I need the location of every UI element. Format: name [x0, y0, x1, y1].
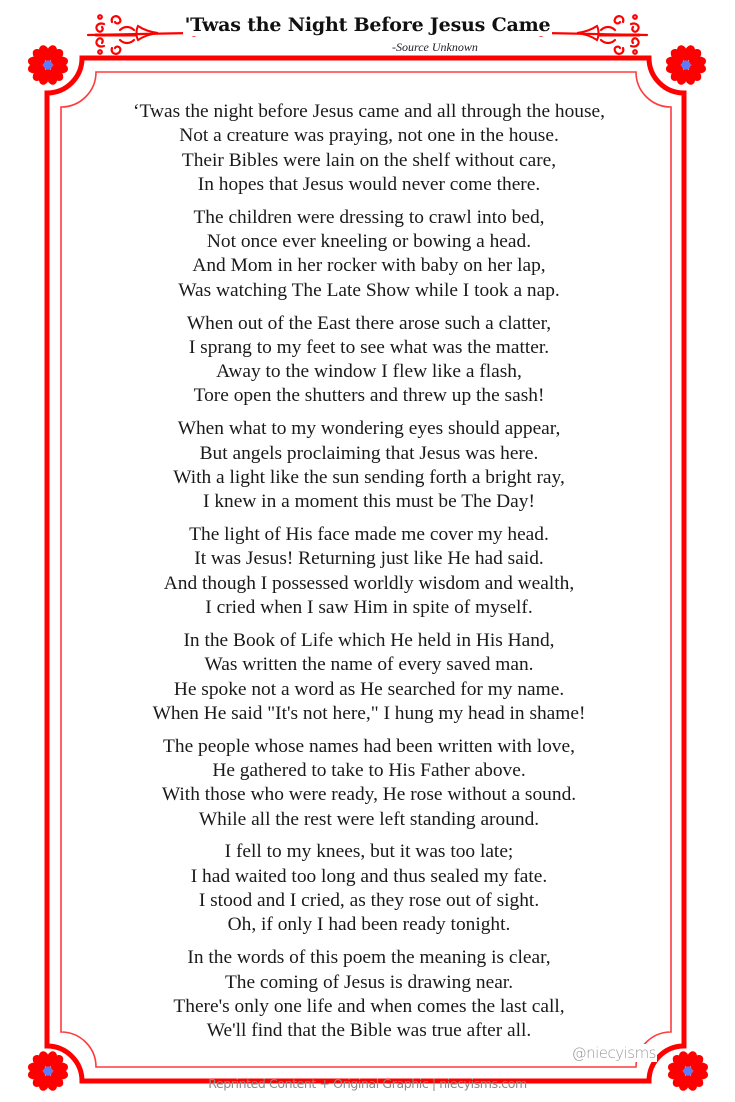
poem-line: Not once ever kneeling or bowing a head.	[206, 231, 532, 253]
poem-line: The people whose names had been written with love,	[163, 735, 575, 757]
stanza	[70, 946, 668, 1043]
stanza	[70, 100, 668, 197]
poem-line: And Mom in her rocker with baby on her lap,	[192, 255, 546, 277]
poem-line: I fell to my knees, but it was too late;	[224, 841, 514, 863]
flower-icon	[26, 45, 69, 85]
poem-line: In hopes that Jesus would never come there.	[197, 173, 541, 195]
poem-body	[70, 100, 668, 1052]
poem-line: I sprang to my feet to see what was the matter.	[188, 336, 550, 358]
attribution: -Source Unknown	[392, 40, 478, 54]
stanza	[70, 523, 668, 620]
stanza	[70, 629, 668, 726]
poem-line: When out of the East there arose such a clatter,	[186, 312, 552, 334]
poem-line: With a light like the sun sending forth a bright ray,	[173, 466, 565, 488]
flower-icon	[664, 45, 707, 85]
poem-line: We'll find that the Bible was true after all.	[206, 1020, 532, 1042]
poem-line: When He said "It's not here," I hung my head in shame!	[152, 702, 586, 724]
poem-line: Away to the window I flew like a flash,	[216, 361, 522, 383]
poem-line: I cried when I saw Him in spite of myself.	[205, 597, 533, 619]
poem-line: When what to my wondering eyes should appear,	[177, 418, 561, 440]
stanza	[70, 417, 668, 514]
poem-line: It was Jesus! Returning just like He had said.	[194, 548, 544, 570]
footer-credit: Reprinted Content + Original Graphic | niecyisms.com	[208, 1076, 527, 1091]
title-text: 'Twas the Night Before Jesus Came	[184, 14, 551, 36]
poem-line: Oh, if only I had been ready tonight.	[227, 914, 511, 936]
poem-line: The light of His face made me cover my head.	[189, 524, 549, 546]
poem-line: Tore open the shutters and threw up the sash!	[193, 385, 545, 407]
stanza	[70, 312, 668, 409]
poem-line: ‘Twas the night before Jesus came and all through the house,	[133, 101, 605, 122]
poem-line: Their Bibles were lain on the shelf without care,	[181, 149, 557, 171]
poem-line: In the words of this poem the meaning is clear,	[187, 947, 551, 969]
poem-line: The coming of Jesus is drawing near.	[224, 971, 514, 993]
poem-line: And though I possessed worldly wisdom and wealth,	[163, 572, 575, 594]
stanza	[70, 206, 668, 303]
poem-line: The children were dressing to crawl into bed,	[193, 206, 545, 228]
poem-line: There's only one life and when comes the last call,	[173, 995, 565, 1017]
poem-line: I stood and I cried, as they rose out of sight.	[198, 890, 540, 912]
watermark-handle: @niecyisms	[571, 1044, 656, 1062]
stanza	[70, 735, 668, 832]
poem-line: I had waited too long and thus sealed my fate.	[190, 865, 548, 887]
poem-line: Was watching The Late Show while I took a nap.	[178, 279, 560, 301]
poem-line: Not a creature was praying, not one in the house.	[179, 125, 559, 147]
poem-line: In the Book of Life which He held in His Hand,	[183, 629, 555, 651]
stanza	[70, 840, 668, 937]
page-title	[0, 14, 735, 36]
poem-line: He gathered to take to His Father above.	[212, 759, 526, 781]
poem-line: He spoke not a word as He searched for my name.	[173, 678, 565, 700]
poem-line: But angels proclaiming that Jesus was here.	[199, 442, 539, 464]
poem-line: I knew in a moment this must be The Day!	[203, 491, 535, 513]
poem-line: With those who were ready, He rose without a sound.	[161, 784, 577, 806]
poem-line: While all the rest were left standing around.	[198, 808, 540, 830]
poem-line: Was written the name of every saved man.	[204, 654, 534, 676]
